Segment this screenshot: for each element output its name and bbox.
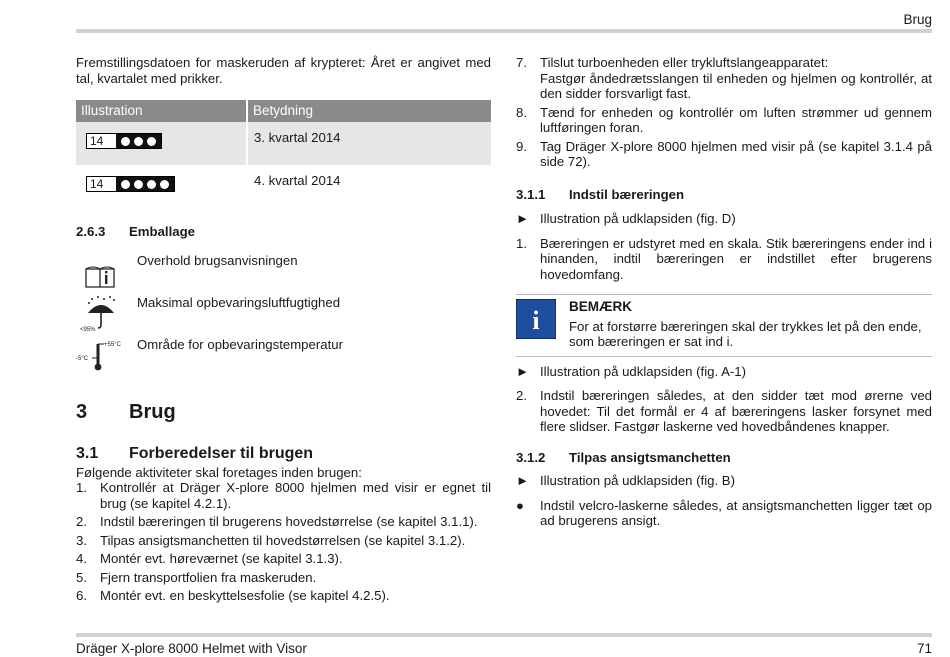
- list-item: [516, 498, 932, 529]
- packaging-item-text: Maksimal opbevaringsluftfugtighed: [137, 294, 341, 310]
- preparation-steps: [76, 480, 491, 604]
- umbrella-humidity-icon: [76, 295, 126, 335]
- figure-reference: [516, 364, 932, 380]
- date-code-intro: Fremstillingsdatoen for maskeruden af krypteret: Året er angivet med tal, kvartalet med prikker.: [76, 55, 491, 86]
- step-number: 9.: [516, 138, 527, 154]
- step-number: 2.: [76, 514, 87, 529]
- step-number: 5.: [76, 569, 87, 585]
- section-intro: Følgende aktiviteter skal foretages inden brugen:: [76, 464, 362, 480]
- subsection-heading: [516, 187, 932, 203]
- notice-title: BEMÆRK: [569, 299, 632, 314]
- notice-box: [516, 294, 932, 357]
- footer-rule: [76, 633, 932, 637]
- quarter-dot: [160, 180, 169, 189]
- right-column: [516, 55, 932, 529]
- table-row: [76, 165, 491, 208]
- list-item: [76, 551, 491, 567]
- heading-title: Tilpas ansigtsmanchetten: [569, 449, 731, 465]
- left-column: [76, 55, 491, 607]
- step-text: Fjern transportfolien fra maskeruden.: [100, 569, 317, 585]
- date-code-stamp: [86, 133, 162, 149]
- table-header-meaning: Betydning: [248, 100, 491, 122]
- info-letter: i: [532, 306, 540, 335]
- step-text: Indstil bæreringen således, at den sidder tæt mod ørerne ved hovedet: Til det formål er 4 af bæreringens lasker forsynet med flere slidser. Fastgør laskerne ved hovedbåndenes knapper.: [540, 388, 932, 434]
- step-text: Montér evt. en beskyttelsesfolie (se kapitel 4.2.5).: [100, 588, 390, 603]
- packaging-item: [76, 295, 491, 337]
- quarter-dot: [121, 137, 130, 146]
- step-number: 6.: [76, 588, 87, 603]
- running-header: Brug: [903, 12, 932, 27]
- packaging-item: [76, 337, 491, 379]
- date-code-table: [76, 100, 491, 208]
- step-number: 8.: [516, 104, 527, 120]
- packaging-item-text: Område for opbevaringstemperatur: [137, 336, 343, 352]
- packaging-item-text: Overhold brugsanvisningen: [137, 252, 298, 268]
- table-cell-meaning: 3. kvartal 2014: [248, 122, 491, 165]
- step-subtext: Fastgør åndedrætsslangen til enheden og hjelmen og kontrollér, at den sidder forsvarligt fast.: [540, 70, 932, 101]
- year-code: 14: [87, 134, 116, 148]
- manual-book-icon: [76, 253, 126, 293]
- list-item: [76, 480, 491, 511]
- list-item: [516, 55, 932, 102]
- footer-document-title: Dräger X-plore 8000 Helmet with Visor: [76, 641, 307, 656]
- reference-text: Illustration på udklapsiden (fig. A-1): [540, 363, 746, 379]
- table-cell-meaning: 4. kvartal 2014: [248, 165, 491, 208]
- step-text: Montér evt. høreværnet (se kapitel 3.1.3).: [100, 551, 343, 566]
- step-number: 7.: [516, 55, 527, 70]
- list-item: [516, 236, 932, 283]
- step-number: 2.: [516, 388, 527, 403]
- chapter-title: Brug: [129, 400, 176, 423]
- info-glyph: [517, 300, 555, 338]
- year-code: 14: [87, 177, 116, 191]
- page-number: 71: [916, 641, 932, 656]
- temperature-low-label: -5°C: [76, 355, 89, 362]
- quarter-dots: [116, 177, 174, 191]
- step-text: Tag Dräger X-plore 8000 hjelmen med visir på (se kapitel 3.1.4 på side 72).: [540, 138, 932, 169]
- bullet-text: Indstil velcro-laskerne således, at ansigtsmanchetten ligger tæt op ad brugerens ansigt.: [540, 497, 932, 528]
- header-rule: [76, 29, 932, 33]
- preparation-steps-continued: [516, 55, 932, 170]
- heading-number: 3.1.2: [516, 449, 546, 465]
- heading-number: 2.6.3: [76, 224, 106, 239]
- figure-reference: [516, 473, 932, 489]
- list-item: [76, 514, 491, 530]
- section-title: Forberedelser til brugen: [129, 444, 314, 462]
- list-item: [516, 105, 932, 136]
- arrow-icon: ►: [516, 363, 530, 379]
- step-number: 3.: [76, 532, 87, 548]
- list-item: [516, 388, 932, 435]
- step-text: Indstil bæreringen til brugerens hovedstørrelse (se kapitel 3.1.1).: [100, 514, 478, 529]
- quarter-dot: [134, 137, 143, 146]
- list-item: [76, 533, 491, 549]
- humidity-limit-label: <95%: [80, 326, 96, 333]
- notice-text: For at forstørre bæreringen skal der trykkes let på den ende, som bæreringen er sat ind i.: [569, 318, 922, 349]
- step-number: 1.: [516, 235, 527, 251]
- list-item: [76, 588, 491, 604]
- figure-reference: [516, 211, 932, 227]
- packaging-heading: [76, 224, 491, 240]
- bullet-icon: ●: [516, 497, 524, 513]
- quarter-dots: [116, 134, 161, 148]
- quarter-dot: [134, 180, 143, 189]
- step-number: 1.: [76, 480, 87, 495]
- reference-text: Illustration på udklapsiden (fig. B): [540, 473, 735, 488]
- section-number: 3.1: [76, 444, 99, 462]
- temperature-high-label: +55°C: [104, 341, 121, 348]
- subsection-heading: [516, 450, 932, 466]
- quarter-dot: [121, 180, 130, 189]
- step-text: Kontrollér at Dräger X-plore 8000 hjelmen med visir er egnet til brug (se kapitel 4.2.1).: [100, 480, 491, 511]
- list-item: [76, 570, 491, 586]
- heading-title: Indstil bæreringen: [569, 186, 685, 202]
- arrow-icon: ►: [516, 211, 530, 226]
- chapter-number: 3: [76, 400, 88, 423]
- section-heading: [76, 444, 491, 464]
- table-row: [76, 122, 491, 165]
- arrow-icon: ►: [516, 473, 530, 488]
- list-item: [516, 139, 932, 170]
- table-header-illustration: Illustration: [76, 100, 248, 122]
- step-number: 4.: [76, 551, 87, 566]
- thermometer-icon: [76, 337, 126, 377]
- step-text: Bæreringen er udstyret med en skala. Stik bæreringens ender ind i hinanden, indtil bæreringen er indstillet efter brugerens hovedomfang.: [540, 235, 932, 282]
- quarter-dot: [147, 180, 156, 189]
- quarter-dot: [147, 137, 156, 146]
- heading-number: 3.1.1: [516, 186, 546, 202]
- step-text: Tilpas ansigtsmanchetten til hovedstørrelsen (se kapitel 3.1.2).: [100, 532, 466, 548]
- reference-text: Illustration på udklapsiden (fig. D): [540, 211, 736, 226]
- chapter-heading: [76, 400, 491, 424]
- step-text: Tilslut turboenheden eller trykluftslangeapparatet:: [540, 55, 829, 70]
- info-icon: [516, 299, 556, 339]
- packaging-item: [76, 253, 491, 295]
- step-text: Tænd for enheden og kontrollér om luften strømmer ud gennem luftføringen foran.: [540, 104, 932, 135]
- heading-title: Emballage: [129, 224, 195, 239]
- date-code-stamp: [86, 176, 175, 192]
